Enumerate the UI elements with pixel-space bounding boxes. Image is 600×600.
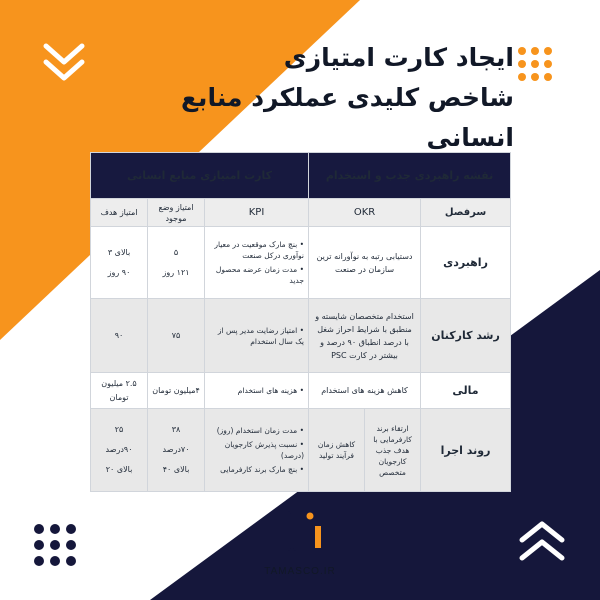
table-column-header-row	[91, 199, 511, 227]
page-title	[114, 38, 514, 158]
tamasco-logo	[266, 508, 334, 558]
row-title: روند اجرا	[421, 409, 511, 492]
kpi-cell	[205, 299, 309, 373]
current-score-cell: ۷۵	[148, 299, 205, 373]
table-group-header-row	[91, 153, 511, 199]
target-score-cell: ۲.۵ میلیون تومان	[91, 373, 148, 409]
dots-grid-icon	[34, 524, 76, 566]
target-score-cell: ۹۰	[91, 299, 148, 373]
chevron-up-double-icon	[518, 518, 566, 564]
current-score-cell	[148, 227, 205, 299]
score-value: ۹۰درصد	[105, 445, 133, 454]
okr-cell: دستیابی رتبه به نوآورانه ترین سازمان در صنعت	[309, 227, 421, 299]
kpi-item: • بنچ مارک موقعیت در معیار نوآوری درکل صنعت	[214, 240, 305, 260]
score-value: بالای ۳	[107, 247, 131, 257]
target-score-cell	[91, 409, 148, 492]
website-url: TAMASCO.IR	[264, 566, 336, 577]
okr-cell	[309, 409, 421, 492]
row-title: مالی	[421, 373, 511, 409]
col-header-target-score: امتیاز هدف	[91, 199, 148, 227]
kpi-item: • مدت زمان عرضه محصول جدید	[215, 265, 305, 285]
kpi-cell	[205, 373, 309, 409]
col-header-kpi: KPI	[205, 199, 309, 227]
row-title: رشد کارکنان	[421, 299, 511, 373]
score-value: ۷۰درصد	[162, 445, 190, 454]
score-value: بالای ۲۰	[105, 465, 133, 474]
title-line-1: ایجاد کارت امتیازی	[283, 43, 514, 72]
table-row	[91, 409, 511, 492]
kpi-item: • هزینه های استخدام	[237, 386, 305, 395]
group-header-strategy-map: نقشه راهبردی جذب و استخدام	[309, 153, 511, 199]
score-value: ۳۸	[171, 425, 181, 434]
chevron-down-double-icon	[42, 40, 86, 84]
okr-split	[309, 409, 420, 491]
target-score-cell	[91, 227, 148, 299]
col-header-title: سرفصل	[421, 199, 511, 227]
group-header-scorecard: کارت امتیازی منابع انسانی	[91, 153, 309, 199]
current-score-cell: ۴میلیون تومان	[148, 373, 205, 409]
table-row	[91, 299, 511, 373]
okr-item: ارتقاء برند کارفرمایی با هدف جذب کارجویان متخصص	[365, 409, 421, 491]
okr-item: کاهش زمان فرآیند تولید	[309, 409, 365, 491]
row-title: راهبردی	[421, 227, 511, 299]
title-line-2: شاخص کلیدی عملکرد منابع انسانی	[180, 83, 514, 152]
kpi-item: • مدت زمان استخدام (روز)	[216, 426, 305, 435]
scorecard-table	[90, 152, 511, 492]
kpi-item: • امتیاز رضایت مدیر پس از یک سال استخدام	[217, 325, 305, 346]
kpi-cell	[205, 409, 309, 492]
kpi-cell	[205, 227, 309, 299]
col-header-current-score: امتیاز وضع موجود	[148, 199, 205, 227]
table-row	[91, 227, 511, 299]
kpi-item: • نسبت پذیرش کارجویان (درصد)	[224, 440, 305, 460]
score-value: ۲۵	[114, 425, 124, 434]
okr-cell: استخدام متخصصان شایسته و منطبق با شرایط احراز شغل با درصد انطباق ۹۰ درصد و بیشتر در کارت PSC	[309, 299, 421, 373]
kpi-item: • بنچ مارک برند کارفرمایی	[220, 465, 305, 474]
score-value: ۱۲۱ روز	[162, 267, 190, 277]
score-value: ۵	[173, 247, 179, 257]
score-value: بالای ۴۰	[162, 465, 190, 474]
dots-grid-icon	[518, 47, 552, 81]
col-header-okr: OKR	[309, 199, 421, 227]
score-value: ۹۰ روز	[107, 267, 131, 277]
okr-cell: کاهش هزینه های استخدام	[309, 373, 421, 409]
table-row	[91, 373, 511, 409]
current-score-cell	[148, 409, 205, 492]
